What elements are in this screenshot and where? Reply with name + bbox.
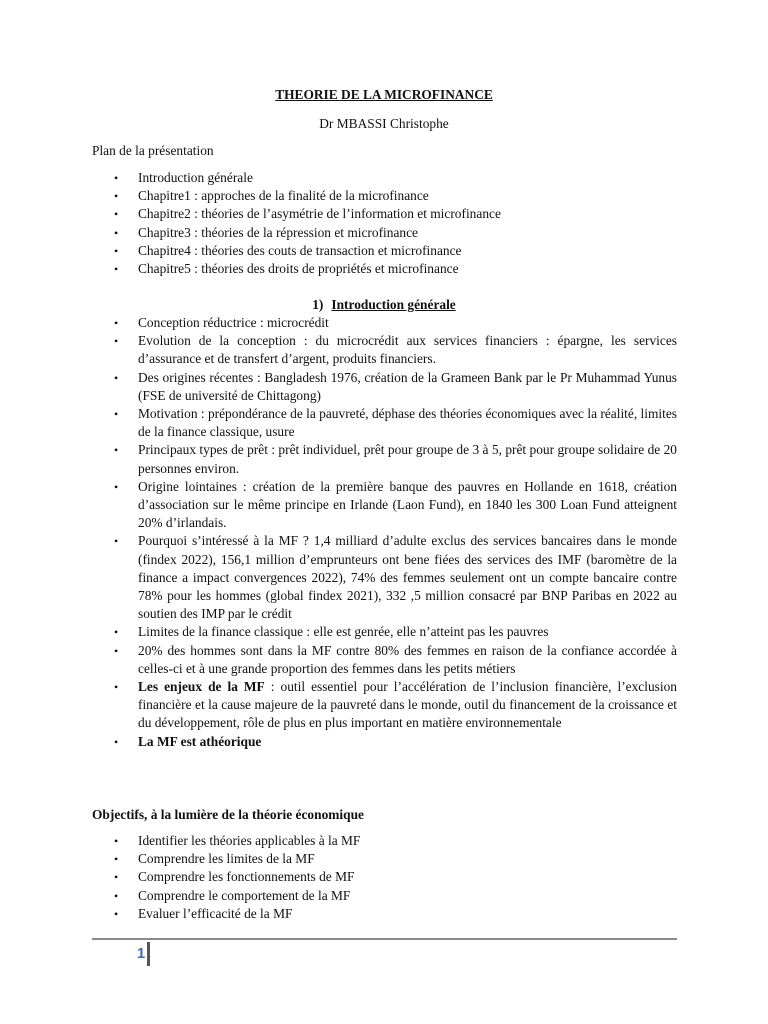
intro-item-text: Origine lointaines : création de la première banque des pauvres en Hollande en 1618, création d’association sur le même principe en Irlande (Laon Fund), en 1840 les 300 Loan Fund atteignent 20% d’irlandais. (138, 478, 677, 531)
document-author: Dr MBASSI Christophe (319, 116, 449, 131)
plan-item-text: Chapitre3 : théories de la répression et microfinance (138, 224, 418, 240)
intro-item-text: Conception réductrice : microcrédit (138, 315, 329, 330)
objectives-list (114, 832, 677, 923)
intro-item (114, 405, 677, 441)
bullet-icon: • (114, 189, 119, 204)
bullet-icon: • (114, 534, 119, 549)
plan-item (114, 169, 677, 187)
intro-item-bold: Les enjeux de la MF (138, 679, 265, 695)
plan-item-text: Chapitre4 : théories des couts de transaction et microfinance (138, 242, 462, 258)
bullet-icon: • (114, 479, 119, 494)
page-number-separator (147, 942, 150, 966)
bullet-icon: • (114, 316, 119, 330)
bullet-icon: • (114, 225, 119, 240)
objective-item-text: Comprendre le comportement de la MF (138, 887, 351, 903)
plan-item-text: Chapitre1 : approches de la finalité de la microfinance (138, 188, 429, 204)
intro-item-text: 20% des hommes sont dans la MF contre 80% des femmes en raison de la confiance accordée à celles-ci et à une grande proportion des femmes dans les petits métiers (138, 642, 677, 676)
intro-item-enjeux (114, 678, 677, 733)
bullet-icon: • (114, 680, 119, 695)
intro-item-text: Des origines récentes : Bangladesh 1976, création de la Grameen Bank par le Pr Muhammad Yunus (FSE de université de Chittagong) (138, 369, 677, 403)
bullet-icon: • (114, 243, 119, 258)
section-title: Introduction générale (331, 297, 456, 312)
bullet-icon: • (114, 834, 119, 848)
plan-item (114, 187, 677, 205)
bullet-icon: • (114, 643, 119, 658)
intro-item (114, 314, 677, 332)
page-number: 1 (136, 945, 146, 962)
intro-item (114, 441, 677, 477)
objective-item-text: Evaluer l’efficacité de la MF (138, 905, 293, 921)
intro-item (114, 332, 677, 368)
plan-item (114, 260, 677, 278)
objective-item-text: Identifier les théories applicables à la MF (138, 833, 361, 848)
bullet-icon: • (114, 207, 119, 222)
footer-divider (92, 938, 677, 940)
objective-item-text: Comprendre les fonctionnements de MF (138, 869, 355, 885)
intro-item-text: Evolution de la conception : du microcrédit aux services financiers : épargne, les services d’assurance et de transfert d’argent, produits financiers. (138, 333, 677, 367)
intro-item (114, 369, 677, 405)
objective-item (114, 887, 677, 905)
bullet-icon: • (114, 852, 119, 867)
intro-item (114, 642, 677, 678)
bullet-icon: • (114, 888, 119, 903)
bullet-icon: • (114, 171, 119, 185)
plan-item-text: Introduction générale (138, 170, 253, 185)
intro-item-text: Limites de la finance classique : elle est genrée, elle n’atteint pas les pauvres (138, 624, 549, 640)
objective-item (114, 832, 677, 850)
bullet-icon: • (114, 734, 119, 749)
section-heading (0, 296, 768, 314)
plan-item-text: Chapitre2 : théories de l’asymétrie de l’information et microfinance (138, 206, 501, 222)
bullet-icon: • (114, 906, 119, 921)
intro-list (114, 314, 677, 751)
plan-heading: Plan de la présentation (92, 143, 214, 158)
bullet-icon: • (114, 262, 119, 277)
intro-item-text: Motivation : prépondérance de la pauvreté, déphase des théories économiques avec la réalité, limites de la finance classique, usure (138, 406, 677, 440)
plan-item-text: Chapitre5 : théories des droits de propriétés et microfinance (138, 261, 459, 277)
document-title: THEORIE DE LA MICROFINANCE (275, 87, 493, 102)
plan-list (114, 169, 677, 278)
objective-item-text: Comprendre les limites de la MF (138, 851, 315, 867)
intro-item (114, 532, 677, 623)
plan-item (114, 224, 677, 242)
intro-item (114, 478, 677, 533)
intro-item-text: : outil essentiel pour l’accélération de l’inclusion financière, l’exclusion financière et la cause majeure de la pauvreté dans le monde, outil du financement de la croissance et du développement, rôle de plus en plus important en matière environnementale (138, 679, 677, 731)
bullet-icon: • (114, 870, 119, 885)
section-number: 1) (312, 297, 324, 312)
objectives-heading: Objectifs, à la lumière de la théorie économique (92, 807, 364, 822)
bullet-icon: • (114, 443, 119, 458)
intro-item-atheorique (114, 733, 677, 751)
bullet-icon: • (114, 334, 119, 349)
bullet-icon: • (114, 370, 119, 385)
intro-item-text: Principaux types de prêt : prêt individuel, prêt pour groupe de 3 à 5, prêt pour groupe solidaire de 20 personnes environ. (138, 442, 677, 476)
objective-item (114, 868, 677, 886)
plan-item (114, 205, 677, 223)
plan-item (114, 242, 677, 260)
intro-item (114, 623, 677, 641)
objective-item (114, 850, 677, 868)
bullet-icon: • (114, 407, 119, 422)
bullet-icon: • (114, 625, 119, 640)
intro-item-bold: La MF est athéorique (138, 733, 262, 749)
intro-item-text: Pourquoi s’intéressé à la MF ? 1,4 milliard d’adulte exclus des services bancaires dans le monde (findex 2022), 156,1 million d’emprunteurs ont bene fiées des services des IMF (baromètre de la finance a impact convergences 2022), 74% des femmes seulement ont un compte bancaire contre 78% pour les hommes (global findex 2021), 332 ,5 million consacré par BNP Paribas en 2022 au soutien des IMP par le crédit (138, 533, 677, 622)
objective-item (114, 905, 677, 923)
